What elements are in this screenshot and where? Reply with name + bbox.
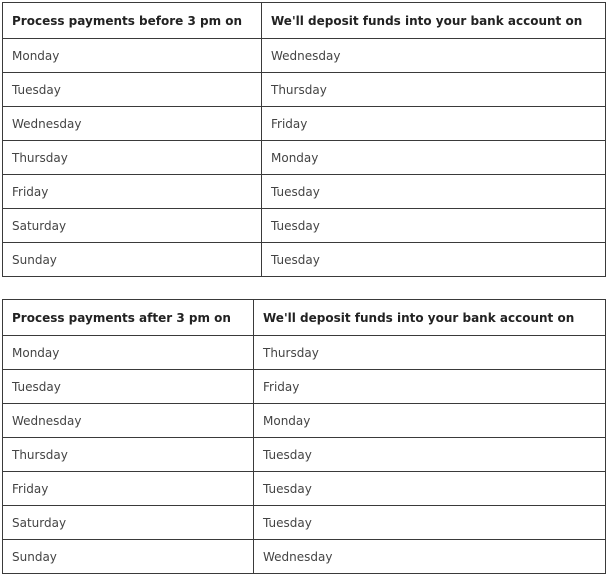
table-header-row: [3, 300, 606, 336]
table-header-row: [3, 3, 606, 39]
deposit-day-cell: Wednesday: [262, 39, 606, 73]
process-day-cell: Monday: [3, 336, 254, 370]
table-row: [3, 540, 606, 574]
deposit-day-cell: Monday: [262, 141, 606, 175]
column-header-process-day: Process payments after 3 pm on: [3, 300, 254, 336]
table-row: [3, 107, 606, 141]
process-day-cell: Tuesday: [3, 73, 262, 107]
process-day-cell: Sunday: [3, 540, 254, 574]
column-header-deposit-day: We'll deposit funds into your bank account on: [254, 300, 606, 336]
table-row: [3, 243, 606, 277]
process-day-cell: Monday: [3, 39, 262, 73]
process-day-cell: Thursday: [3, 438, 254, 472]
process-day-cell: Wednesday: [3, 107, 262, 141]
deposit-day-cell: Tuesday: [262, 175, 606, 209]
deposit-day-cell: Thursday: [262, 73, 606, 107]
process-day-cell: Saturday: [3, 209, 262, 243]
table-row: [3, 141, 606, 175]
process-day-cell: Friday: [3, 472, 254, 506]
deposit-schedule-before-3pm-table: [2, 2, 606, 277]
process-day-cell: Wednesday: [3, 404, 254, 438]
deposit-day-cell: Tuesday: [254, 472, 606, 506]
table-row: [3, 472, 606, 506]
deposit-day-cell: Monday: [254, 404, 606, 438]
column-header-process-day: Process payments before 3 pm on: [3, 3, 262, 39]
table-row: [3, 73, 606, 107]
deposit-day-cell: Tuesday: [254, 506, 606, 540]
deposit-day-cell: Tuesday: [254, 438, 606, 472]
table-row: [3, 404, 606, 438]
table-row: [3, 39, 606, 73]
column-header-deposit-day: We'll deposit funds into your bank account on: [262, 3, 606, 39]
deposit-day-cell: Tuesday: [262, 243, 606, 277]
deposit-day-cell: Wednesday: [254, 540, 606, 574]
table-row: [3, 336, 606, 370]
deposit-day-cell: Friday: [254, 370, 606, 404]
table-row: [3, 506, 606, 540]
table-row: [3, 370, 606, 404]
process-day-cell: Sunday: [3, 243, 262, 277]
process-day-cell: Friday: [3, 175, 262, 209]
table-row: [3, 209, 606, 243]
deposit-day-cell: Friday: [262, 107, 606, 141]
deposit-schedule-after-3pm-table: [2, 299, 606, 574]
deposit-day-cell: Tuesday: [262, 209, 606, 243]
process-day-cell: Thursday: [3, 141, 262, 175]
deposit-day-cell: Thursday: [254, 336, 606, 370]
process-day-cell: Tuesday: [3, 370, 254, 404]
table-row: [3, 438, 606, 472]
process-day-cell: Saturday: [3, 506, 254, 540]
table-row: [3, 175, 606, 209]
